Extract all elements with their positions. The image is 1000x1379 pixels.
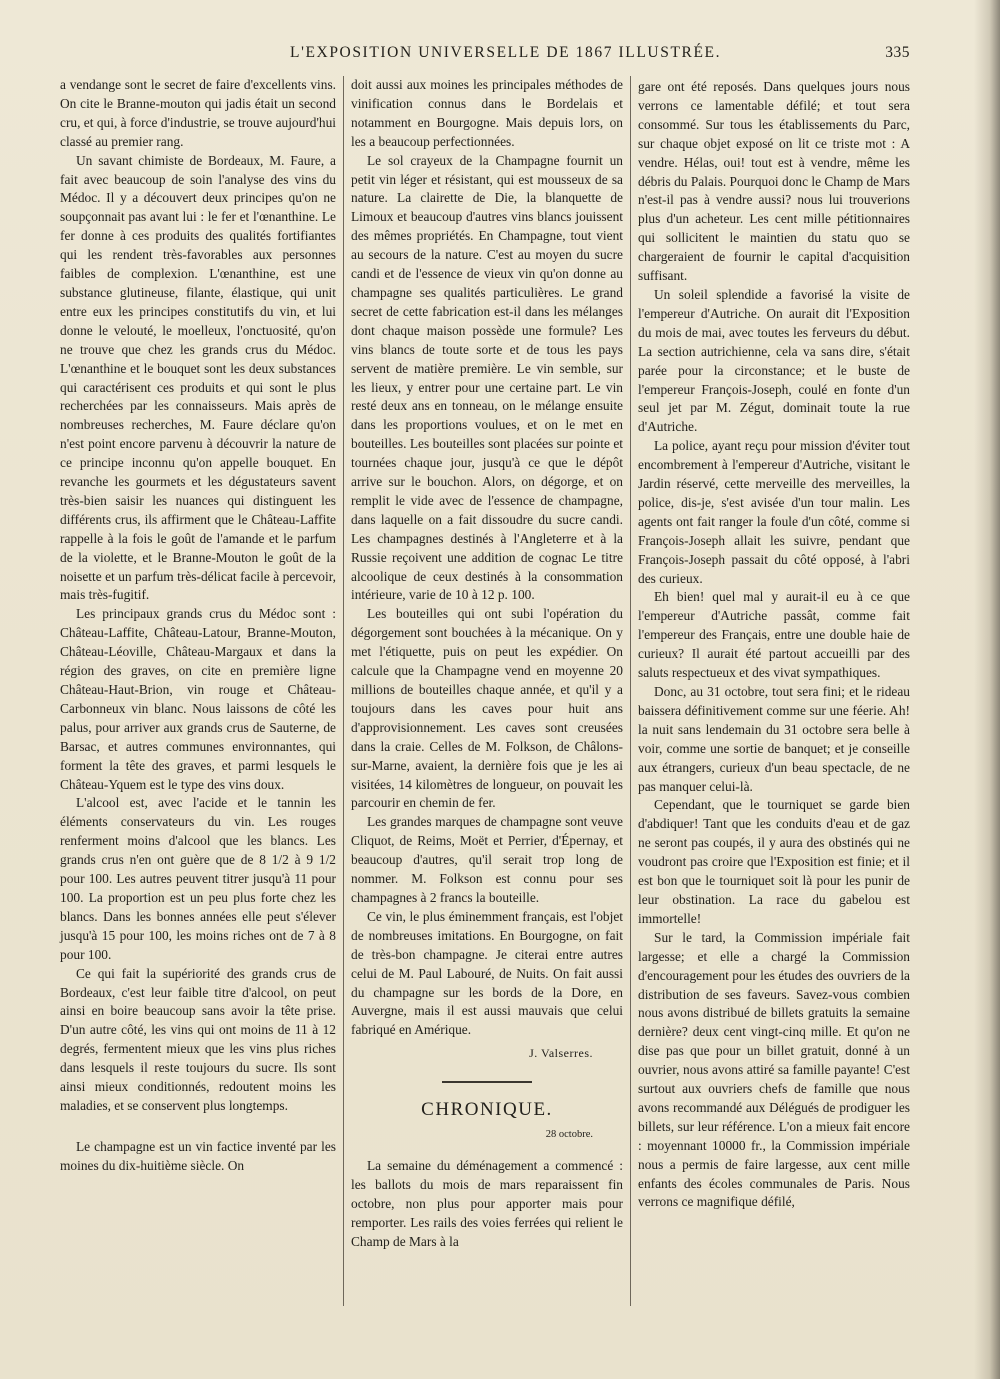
paragraph: Ce vin, le plus éminemment français, est l'objet de nombreuses imitations. En Bourgogne, on fait de très-bon champagne. Je citerai entre autres celui de M. Paul Labouré, de Nuits. On fait aussi du champagne sur les bords de la Dore, en Auvergne, mais il est aussi mauvais que celui fabriqué en Amérique. bbox=[351, 908, 623, 1038]
paragraph: Le sol crayeux de la Champagne fournit un petit vin léger et résistant, qui est mousseux de sa nature. La clairette de Die, la blanquette de Limoux et beaucoup d'autres vins blancs jouissent des mêmes propriétés. En Champagne, tout vient au secours de la nature. C'est au moyen du sucre candi et de l'essence de vieux vin qu'on donne au champagne ses qualités particulières. Le grand secret de cette fabrication est-il dans les mélanges dont chaque maison possède une formule? Les vins blancs de toute sorte et de tous les pays servent de matière première. Le vin semble, sur les lieux, y entrer pour une certaine part. Le vin resté deux ans en tonneau, on le mélange ensuite dans les proportions voulues, et on le met en bouteilles. Les bouteilles sont placées sur pointe et tournées chaque jour, jusqu'à ce que le dépôt arrive sur le bouchon. Alors, on dégorge, et on remplit le vide avec de l'essence de champagne, dans laquelle on a fait dissoudre du sucre candi. Les champagnes destinés à l'Angleterre et à la Russie reçoivent une addition de cognac Le titre alcoolique de ceux destinés à la consommation intérieure, varie de 10 à 12 p. 100. bbox=[351, 152, 623, 603]
running-header bbox=[290, 44, 910, 66]
paragraph: Les principaux grands crus du Médoc sont : Château-Laffite, Château-Latour, Branne-Mouton, Château-Léoville, Château-Margaux et dans la région des graves, on cite en première ligne Château-Haut-Brion, vin rouge et Château-Carbonneux vin blanc. Nous laissons de côté les palus, pour arriver aux grands crus de Sauterne, de Barsac, et autres communes environnantes, qui forment la tête des graves, et parmi lesquels le Château-Yquem est le type des vins doux. bbox=[60, 606, 336, 792]
paragraph: Ce qui fait la supériorité des grands crus de Bordeaux, c'est leur faible titre d'alcool, on peut ainsi en boire beaucoup sans avoir la tête prise. D'un autre côté, les vins qui ont moins de 11 à 12 degrés, fermentent mieux que les vins plus riches dans lesquels il reste toujours du sucre. Ils sont ainsi mieux conditionnés, redoutent moins les maladies, et se conservent plus longtemps. bbox=[60, 965, 336, 1113]
article-signature: J. Valserres. bbox=[529, 1046, 593, 1061]
paragraph: Sur le tard, la Commission impériale fait largesse; et elle a chargé la Commission d'encouragement pour les études des ouvriers de la distribution de ses faveurs. Savez-vous combien nous avons distribué de billets gratuits la semaine dernière? deux cent vingt-cinq mille. Et qu'on ne dise pas que pour un billet gratuit, donné à un ouvrier, nous avons attiré sa famille payante! C'est surtout aux ouvriers chefs de famille que nous avons recommandé aux Délégués de prodiguer les billets, sur leur référence. L'on a mieux fait encore : moyennant 10000 fr., la Commission impériale nous a permis de faire largesse, aux cent mille enfants des écoles communales de Paris. Nous verrons ce magnifique défilé, bbox=[638, 929, 910, 1210]
paragraph: L'alcool est, avec l'acide et le tannin les éléments conservateurs du vin. Les rouges renferment moins d'alcool que les blancs. Les grands crus n'en ont guère que de 8 1/2 à 9 1/2 pour 100. Les autres peuvent titrer jusqu'à 11 pour 100. La proportion est un peu plus forte chez les blancs. Dans les bonnes années elle peut s'élever jusqu'à 15 pour 100, les moins riches ont de 7 à 8 pour 100. bbox=[60, 795, 336, 962]
paragraph: Un savant chimiste de Bordeaux, M. Faure, a fait avec beaucoup de soin l'analyse des vins du Médoc. Il y a découvert deux principes qu'on ne soupçonnait pas avant lui : le fer et l'œnanthine. Le fer donne à ces produits des qualités fortifiantes qui les rendent très-favorables aux personnes faibles de complexion. L'œnanthine, est une substance glutineuse, filante, élastique, qui unit entre eux les principes constitutifs du vin, et lui donne le velouté, le moelleux, l'onctuosité, qu'on ne trouve que chez les grands crus du Médoc. L'œnanthine et le bouquet sont les deux substances qui caractérisent ces produits et qui sont le plus recherchées par les connaisseurs. Mais après de nombreuses recherches, M. Faure déclare qu'on n'est point encore parvenu à découvrir la nature de ce principe inconnu qu'on appelle bouquet. En revanche les gourmets et les dégustateurs savent très-bien saisir les nuances qui distinguent les différents crus, ils affirment que le Château-Laffite rappelle à la fois le goût de l'amande et le parfum de la violette, et le Branne-Mouton le goût de la noisette et un parfum très-délicat facile à percevoir, mais très-fugitif. bbox=[60, 152, 336, 603]
column-2 bbox=[351, 76, 623, 1296]
column-divider bbox=[630, 76, 631, 1306]
column-divider bbox=[343, 76, 344, 1306]
paragraph: Le champagne est un vin factice inventé par les moines du dix-huitième siècle. On bbox=[60, 1138, 336, 1173]
page-binding-shadow bbox=[974, 0, 1000, 1379]
paragraph: La police, ayant reçu pour mission d'éviter tout encombrement à l'empereur d'Autriche, visitant le Jardin réservé, cette merveille des merveilles, la police, dis-je, s'est avisée d'un tour malin. Les agents ont fait ranger la foule d'un côté, comme si François-Joseph allait les suivre, pendant que François-Joseph passait du côté opposé, à l'abri des curieux. bbox=[638, 438, 910, 586]
paragraph: La semaine du déménagement a commencé : les ballots du mois de mars reparaissent fin octobre, non plus pour apporter mais pour remporter. Les rails des voies ferrées qui relient le Champ de Mars à la bbox=[351, 1157, 623, 1249]
paragraph: Donc, au 31 octobre, tout sera fini; et le rideau baissera définitivement comme sur une féerie. Ah! la nuit sans lendemain du 31 octobre sera belle à voir, comme une sortie de banquet; et je conseille aux étrangers, curieux d'un beau spectacle, de ne pas manquer celui-là. bbox=[638, 684, 910, 794]
page-number: 335 bbox=[885, 44, 910, 61]
header-title: L'EXPOSITION UNIVERSELLE DE 1867 ILLUSTRÉE. bbox=[290, 44, 722, 61]
column-3 bbox=[638, 78, 910, 1298]
paragraph: Les bouteilles qui ont subi l'opération du dégorgement sont bouchées à la mécanique. On y met l'étiquette, puis on peut les expédier. On calcule que la Champagne vend en moyenne 20 millions de bouteilles chaque année, et qu'il y a toujours dans les caves pour huit ans d'approvisionnement. Les caves sont creusées dans la craie. Celles de M. Folkson, de Châlons-sur-Marne, avaient, la dernière fois que je les ai visitées, 14 kilomètres de longueur, on pouvait les parcourir en chemin de fer. bbox=[351, 606, 623, 811]
column-1 bbox=[60, 76, 336, 1296]
paragraph: doit aussi aux moines les principales méthodes de vinification connus dans le Bordelais et notamment en Bourgogne. Mais depuis lors, on les a beaucoup perfectionnées. bbox=[351, 77, 623, 149]
section-date: 28 octobre. bbox=[545, 1129, 593, 1141]
paragraph: Cependant, que le tourniquet se garde bien d'abdiquer! Tant que les conduits d'eau et de gaz ne seront pas coupés, il y aura des obstinés qui ne voudront pas croire que l'Exposition est finie; et il est bon que le tourniquet soit là pour les punir de leur obstination. La race du gabelou est immortelle! bbox=[638, 797, 910, 926]
paragraph: Les grandes marques de champagne sont veuve Cliquot, de Reims, Moët et Perrier, d'Épernay, et beaucoup d'autres, qu'il serait trop long de nommer. M. Folkson est connu pour ses champagnes à 2 francs la bouteille. bbox=[351, 814, 623, 905]
section-separator bbox=[442, 1081, 532, 1083]
section-title: CHRONIQUE. bbox=[421, 1099, 553, 1121]
paragraph: gare ont été reposés. Dans quelques jours nous verrons ce lamentable défilé; et tout sera consommé. Sur tous les établissements du Parc, sur chaque objet exposé on lit ce triste mot : A vendre. Hélas, oui! tout est à vendre, même les débris du Palais. Pourquoi donc le Champ de Mars n'est-il pas à vendre aussi? nous lui trouverions plus d'un acheteur. Les cent mille pétitionnaires qui sollicitent le maintien du statu quo se chargeraient de fournir le capital d'acquisition suffisant. bbox=[638, 79, 910, 284]
paragraph: a vendange sont le secret de faire d'excellents vins. On cite le Branne-mouton qui jadis était un second cru, et qui, à force d'industrie, se trouve aujourd'hui classé au premier rang. bbox=[60, 77, 336, 149]
paragraph: Eh bien! quel mal y aurait-il eu à ce que l'empereur d'Autriche passât, comme fait l'empereur des Français, entre une double haie de curieux? Il aurait été partout accueilli par des saluts respectueux et des vivat sympathiques. bbox=[638, 589, 910, 681]
paragraph: Un soleil splendide a favorisé la visite de l'empereur d'Autriche. On aurait dit l'Exposition du mois de mai, avec toutes les ferveurs du début. La section autrichienne, cela va sans dire, s'était parée pour la circonstance; et le buste de l'empereur François-Joseph, coulé en fonte d'un seul jet par M. Zégut, dominait toute la rue d'Autriche. bbox=[638, 286, 910, 435]
